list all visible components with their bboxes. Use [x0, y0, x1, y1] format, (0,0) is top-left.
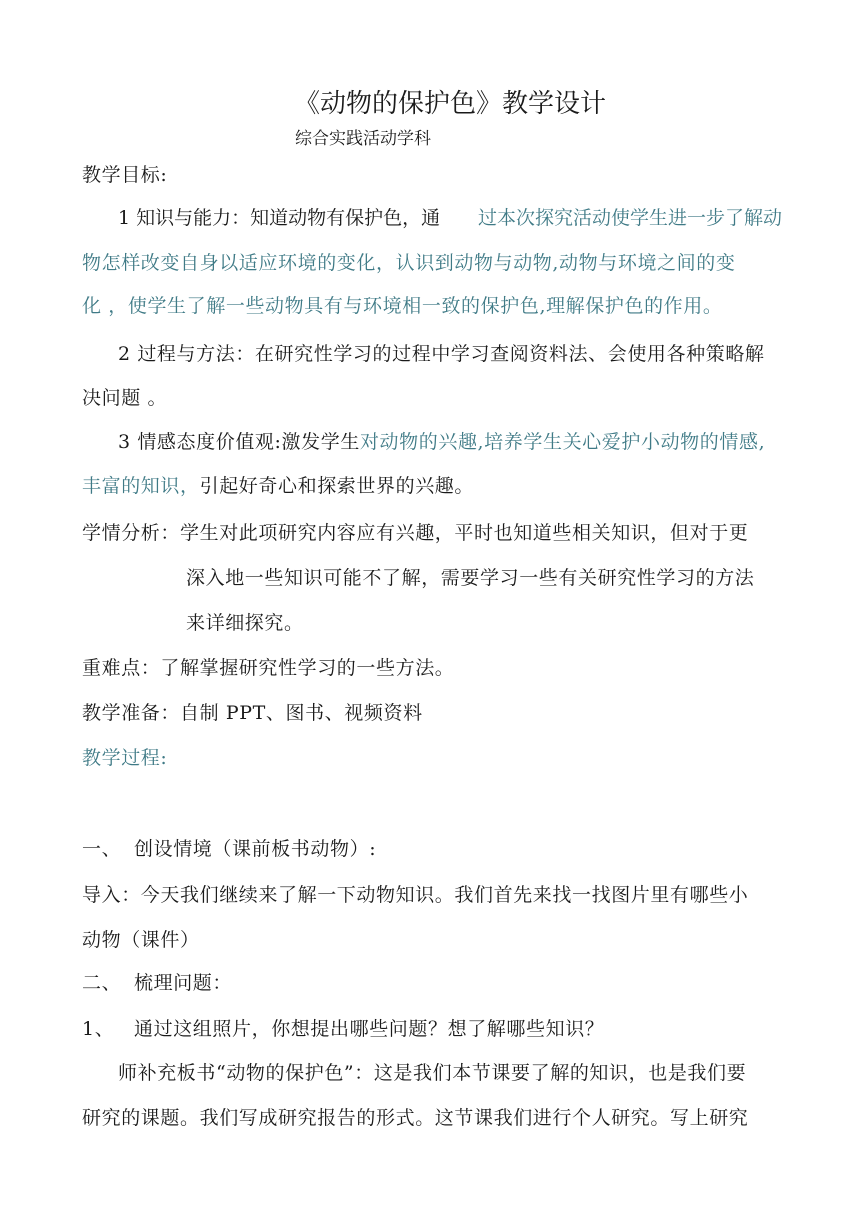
- objective-1-line-1: 1 知识与能力：知道动物有保护色，通 过本次探究活动使学生进一步了解动: [118, 207, 782, 229]
- item-1-text: 通过这组照片，你想提出哪些问题？想了解哪些知识？: [134, 1018, 605, 1040]
- objective-3-line-2: 丰富的知识，引起好奇心和探索世界的兴趣。: [82, 475, 475, 497]
- intro-line-1: 导入：今天我们继续来了解一下动物知识。我们首先来找一找图片里有哪些小: [82, 884, 749, 906]
- document-subtitle: 综合实践活动学科: [295, 129, 431, 149]
- section-1-title: 创设情境（课前板书动物）:: [134, 838, 377, 860]
- section-2-heading: [82, 968, 782, 998]
- key-points: 重难点：了解掌握研究性学习的一些方法。: [82, 657, 455, 679]
- intro-line-2: 动物（课件）: [82, 929, 200, 951]
- teacher-line-1: 师补充板书“动物的保护色”：这是我们本节课要了解的知识，也是我们要: [118, 1062, 747, 1084]
- objective-3-line-1: 3 情感态度价值观:激发学生对动物的兴趣,培养学生关心爱护小动物的情感,: [118, 431, 766, 453]
- objective-2-line-1: 2 过程与方法：在研究性学习的过程中学习查阅资料法、会使用各种策略解: [118, 343, 765, 365]
- item-1-number: 1、: [82, 1018, 115, 1040]
- section-2-title: 梳理问题：: [134, 972, 233, 994]
- objectives-heading: 教学目标:: [82, 164, 168, 186]
- preparation: 教学准备：自制 PPT、图书、视频资料: [82, 702, 423, 724]
- section-1-heading: [82, 834, 782, 864]
- analysis-line-3: 来详细探究。: [186, 612, 304, 634]
- objective-2-line-2: 决问题 。: [82, 387, 168, 409]
- section-1-number: 一、: [82, 838, 122, 860]
- document-title: 《动物的保护色》教学设计: [293, 89, 606, 119]
- teacher-line-2: 研究的课题。我们写成研究报告的形式。这节课我们进行个人研究。写上研究: [82, 1107, 749, 1129]
- process-heading: 教学过程:: [82, 747, 168, 769]
- section-2-number: 二、: [82, 972, 122, 994]
- analysis-line-1: 学情分析：学生对此项研究内容应有兴趣，平时也知道些相关知识，但对于更: [82, 522, 749, 544]
- analysis-line-2: 深入地一些知识可能不了解，需要学习一些有关研究性学习的方法: [186, 567, 755, 589]
- objective-1-line-2: 物怎样改变自身以适应环境的变化，认识到动物与动物,动物与环境之间的变: [82, 252, 736, 274]
- objective-1-line-3: 化 ，使学生了解一些动物具有与环境相一致的保护色,理解保护色的作用。: [82, 295, 723, 317]
- item-1: [82, 1014, 782, 1044]
